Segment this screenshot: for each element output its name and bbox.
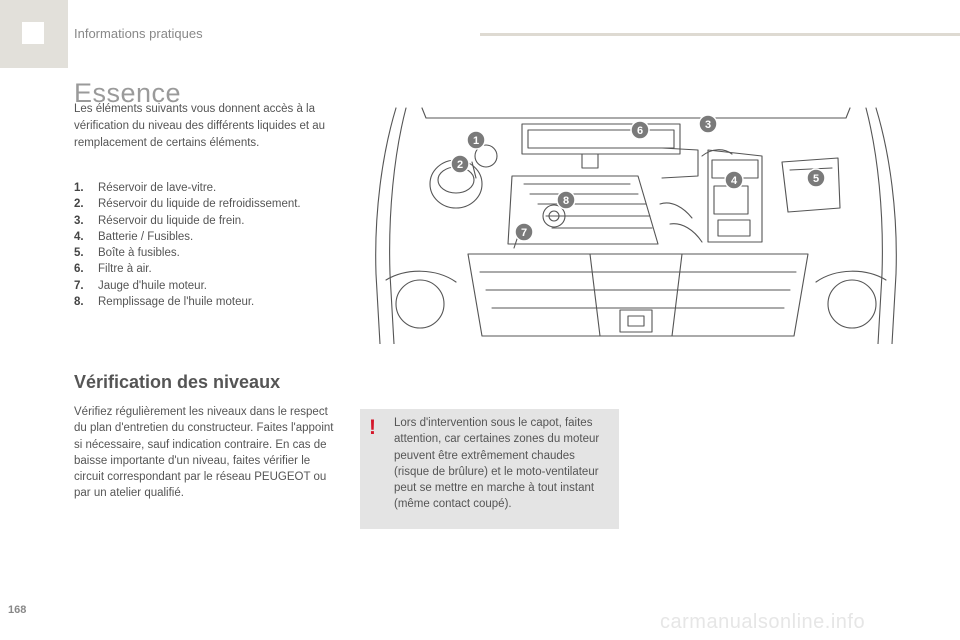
watermark: carmanualsonline.info xyxy=(660,611,866,633)
callout-7: 7 xyxy=(520,227,528,239)
callout-1: 1 xyxy=(472,135,480,147)
engine-bay-illustration xyxy=(362,104,910,344)
section-label: Informations pratiques xyxy=(74,26,203,41)
levels-paragraph: Vérifiez régulièrement les niveaux dans le respect du plan d'entretien du constructeur. Faites l'appoint si nécessaire, sauf indication contraire. En cas de baisse importante d'un niveau, faites vérifier le circuit correspondant par le réseau PEUGEOT ou par un atelier qualifié. xyxy=(74,406,334,500)
list-item: 8. Remplissage de l'huile moteur. xyxy=(74,296,255,309)
chapter-tab xyxy=(0,0,68,68)
callout-4: 4 xyxy=(730,175,738,187)
callout-2: 2 xyxy=(456,159,464,171)
list-item: 2. Réservoir du liquide de refroidissement. xyxy=(74,198,301,211)
callout-6: 6 xyxy=(636,125,644,137)
page-number: 168 xyxy=(8,604,27,616)
callout-8: 8 xyxy=(562,195,570,207)
list-item: 1. Réservoir de lave-vitre. xyxy=(74,182,217,194)
callout-3: 3 xyxy=(704,119,712,131)
list-item: 6. Filtre à air. xyxy=(74,263,152,276)
page-title: Essence xyxy=(74,78,182,109)
intro-paragraph: Les éléments suivants vous donnent accès à la vérification du niveau des différents liquides et au remplacement de certains éléments. xyxy=(74,103,326,149)
list-item: 3. Réservoir du liquide de frein. xyxy=(74,214,245,227)
warning-icon: ! xyxy=(369,416,376,439)
header-divider xyxy=(480,33,960,36)
warning-text: Lors d'intervention sous le capot, faites attention, car certaines zones du moteur peuvent être extrêmement chaudes (risque de brûlure) et le moto-ventilateur peut se mettre en marche à tout instant (même contact coupé). xyxy=(394,417,600,511)
list-item: 5. Boîte à fusibles. xyxy=(74,247,180,260)
component-list xyxy=(74,180,364,310)
list-item: 7. Jauge d'huile moteur. xyxy=(74,279,207,292)
levels-heading: Vérification des niveaux xyxy=(74,372,281,392)
warning-box xyxy=(360,409,619,529)
list-item: 4. Batterie / Fusibles. xyxy=(74,230,194,243)
callout-5: 5 xyxy=(812,173,820,185)
